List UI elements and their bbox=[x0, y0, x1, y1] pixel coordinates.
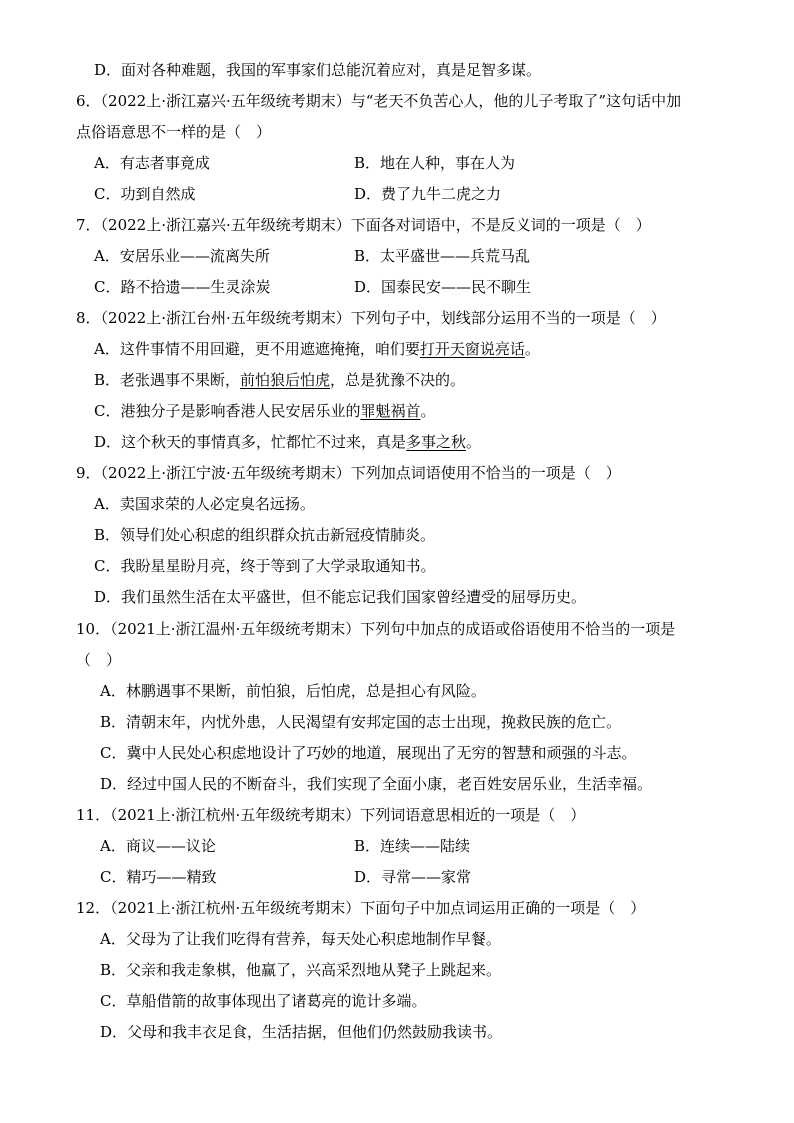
q10-option-a: A．林鹏遇事不果断，前怕狼，后怕虎，总是担心有风险。 bbox=[100, 682, 486, 700]
q10-option-b: B．清朝末年，内忧外患，人民渴望有安邦定国的志士出现，挽救民族的危亡。 bbox=[100, 713, 622, 731]
q8-option-c-end: 。 bbox=[420, 402, 436, 420]
q6-stem: 6．（2022上·浙江嘉兴·五年级统考期末）与“老天不负苦心人，他的儿子考取了”这句话中加 bbox=[76, 92, 682, 110]
q9-option-b: B．领导们处心积虑的组织群众抗击新冠疫情肺炎。 bbox=[94, 526, 436, 544]
q10-option-c: C．冀中人民处心积虑地设计了巧妙的地道，展现出了无穷的智慧和顽强的斗志。 bbox=[100, 744, 637, 762]
q8-option-a-end: 。 bbox=[524, 340, 540, 358]
q7-option-d: D．国泰民安——民不聊生 bbox=[354, 278, 532, 296]
q6-option-b: B．地在人种，事在人为 bbox=[354, 154, 516, 172]
q11-option-d: D．寻常——家常 bbox=[354, 868, 472, 886]
q12-option-b: B．父亲和我走象棋，他赢了，兴高采烈地从凳子上跳起来。 bbox=[100, 961, 502, 979]
q11-option-c: C．精巧——精致 bbox=[100, 868, 217, 886]
q9-option-a: A．卖国求荣的人必定臭名远扬。 bbox=[94, 495, 315, 513]
q6-option-d: D．费了九牛二虎之力 bbox=[354, 185, 502, 203]
q8-option-a-text: A．这件事情不用回避，更不用遮遮掩掩，咱们要 bbox=[94, 340, 420, 358]
q8-stem: 8．（2022上·浙江台州·五年级统考期末）下列句子中，划线部分运用不当的一项是（ ） bbox=[76, 309, 666, 327]
q12-option-d: D．父母和我丰衣足食，生活拮据，但他们仍然鼓励我读书。 bbox=[100, 1023, 503, 1041]
q8-option-c bbox=[94, 401, 436, 421]
q12-option-c: C．草船借箭的故事体现出了诸葛亮的诡计多端。 bbox=[100, 992, 427, 1010]
q8-option-c-text: C．港独分子是影响香港人民安居乐业的 bbox=[94, 402, 361, 420]
q8-option-b bbox=[94, 370, 465, 390]
q11-stem: 11．（2021上·浙江杭州·五年级统考期末）下列词语意思相近的一项是（ ） bbox=[76, 806, 586, 824]
q8-option-b-underlined: 前怕狼后怕虎 bbox=[240, 371, 331, 389]
q9-option-d: D．我们虽然生活在太平盛世，但不能忘记我们国家曾经遭受的屈辱历史。 bbox=[94, 588, 587, 606]
q12-option-a: A．父母为了让我们吃得有营养，每天处心积虑地制作早餐。 bbox=[100, 930, 501, 948]
q11-option-b: B．连续——陆续 bbox=[354, 837, 471, 855]
q6-option-c: C．功到自然成 bbox=[94, 185, 196, 203]
q6-stem-cont: 点俗语意思不一样的是（ ） bbox=[76, 123, 272, 141]
q8-option-d-underlined: 多事之秋 bbox=[406, 433, 467, 451]
q9-option-c: C．我盼星星盼月亮，终于等到了大学录取通知书。 bbox=[94, 557, 436, 575]
q9-stem: 9．（2022上·浙江宁波·五年级统考期末）下列加点词语使用不恰当的一项是（ ） bbox=[76, 464, 621, 482]
q5-option-d: D．面对各种难题，我国的军事家们总能沉着应对，真是足智多谋。 bbox=[94, 61, 542, 79]
q8-option-a bbox=[94, 339, 540, 359]
q8-option-d-text: D．这个秋天的事情真多，忙都忙不过来，真是 bbox=[94, 433, 407, 451]
q8-option-b-text: B．老张遇事不果断， bbox=[94, 371, 241, 389]
q8-option-a-underlined: 打开天窗说亮话 bbox=[419, 340, 525, 358]
q10-option-d: D．经过中国人民的不断奋斗，我们实现了全面小康，老百姓安居乐业，生活幸福。 bbox=[100, 775, 653, 793]
q8-option-b-end: ，总是犹豫不决的。 bbox=[330, 371, 466, 389]
q8-option-d bbox=[94, 432, 481, 452]
q10-stem-cont: （ ） bbox=[76, 651, 122, 669]
q10-stem: 10．（2021上·浙江温州·五年级统考期末）下列句中加点的成语或俗语使用不恰当的一项是 bbox=[76, 620, 676, 638]
q7-option-a: A．安居乐业——流离失所 bbox=[94, 247, 270, 265]
q12-stem: 12．（2021上·浙江杭州·五年级统考期末）下面句子中加点词运用正确的一项是（ ） bbox=[76, 899, 646, 917]
q7-option-c: C．路不拾遗——生灵涂炭 bbox=[94, 278, 271, 296]
q11-option-a: A．商议——议论 bbox=[100, 837, 216, 855]
q8-option-c-underlined: 罪魁祸首 bbox=[360, 402, 421, 420]
q7-option-b: B．太平盛世——兵荒马乱 bbox=[354, 247, 531, 265]
q6-option-a: A．有志者事竟成 bbox=[94, 154, 210, 172]
q8-option-d-end: 。 bbox=[466, 433, 482, 451]
q7-stem: 7．（2022上·浙江嘉兴·五年级统考期末）下面各对词语中，不是反义词的一项是（ ） bbox=[76, 216, 651, 234]
